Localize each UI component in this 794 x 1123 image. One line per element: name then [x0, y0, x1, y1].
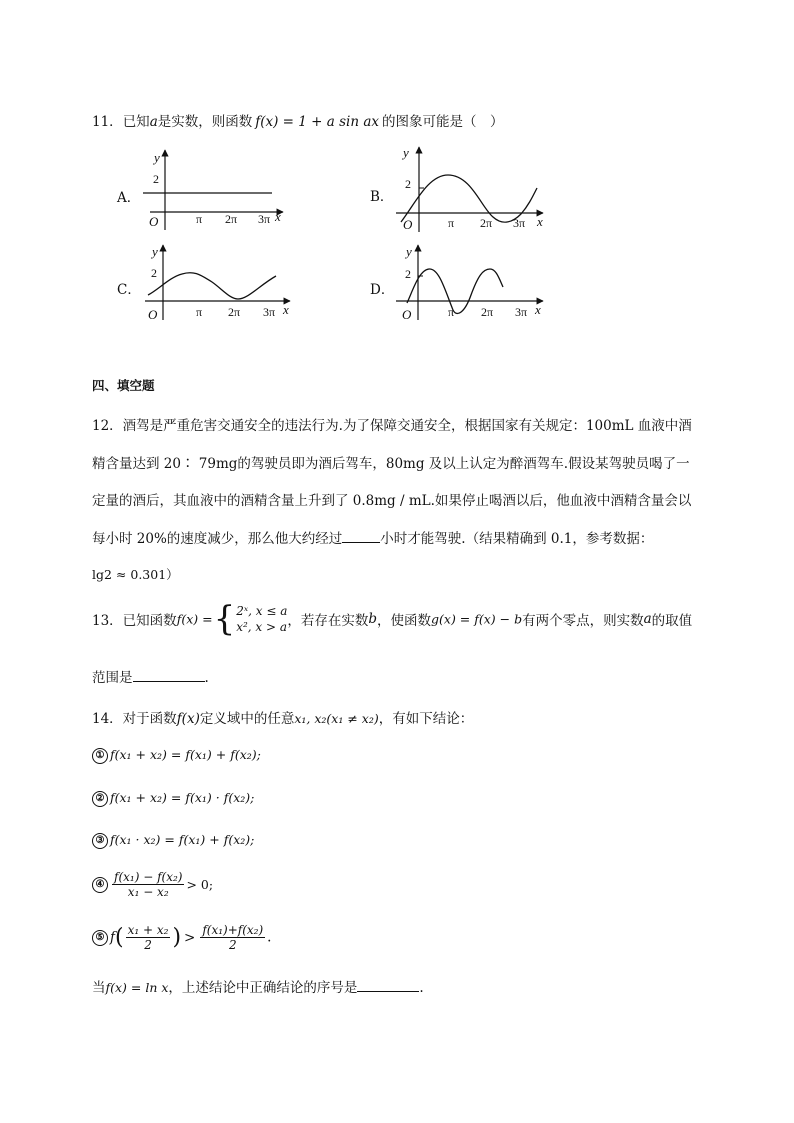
q13-suffix-2: 的取值 — [651, 613, 693, 629]
option-a-label: A． — [117, 190, 141, 206]
conclusion-4-marker: ④ — [92, 877, 108, 893]
conclusion-5-inner-denominator: 2 — [144, 938, 152, 952]
tick-pi: π — [196, 305, 203, 319]
tick-2: 2 — [405, 177, 411, 191]
q14-conclusion-4 — [92, 870, 213, 899]
q14-intro-a: 14．对于函数 — [92, 711, 177, 727]
origin-label: O — [402, 307, 412, 322]
tick-2pi: 2π — [228, 305, 241, 319]
q12-answer-blank[interactable] — [342, 530, 380, 543]
graph-d — [393, 240, 553, 325]
q12-line-5: lg2 ≈ 0.301） — [92, 567, 179, 582]
tick-2: 2 — [405, 267, 411, 281]
conclusion-2-marker: ② — [92, 791, 108, 807]
conclusion-5-inner-numerator: x₁ + x₂ — [127, 923, 169, 937]
q14-intro-c: ，有如下结论： — [378, 711, 474, 727]
graph-a — [140, 145, 290, 235]
conclusion-5-end: . — [267, 929, 272, 946]
q14-conclusion-2 — [92, 790, 254, 807]
x-label: x — [283, 302, 289, 317]
q12-line-4b: 小时才能驾驶.（结果精确到 0.1，参考数据： — [380, 531, 654, 547]
q14-fx: f(x) — [176, 711, 200, 727]
q13-case-2: x², x > a — [236, 620, 288, 634]
paren-right: ) — [172, 925, 182, 950]
tick-pi: π — [448, 305, 455, 319]
option-d-label: D． — [370, 282, 395, 298]
q14-conclusion-3 — [92, 832, 254, 849]
q14-final-end: . — [419, 980, 424, 996]
origin-label: O — [403, 217, 413, 232]
q13-fx: f(x) = — [176, 611, 213, 627]
q14-final-b: ，上述结论中正确结论的序号是 — [168, 980, 358, 996]
q13-a: a — [643, 611, 652, 627]
curve — [148, 273, 276, 299]
section-title: 四、填空题 — [92, 378, 155, 393]
conclusion-4-denominator: x₁ − x₂ — [127, 885, 169, 899]
q13-case-1: 2ˣ, x ≤ a — [236, 604, 288, 618]
q13-middle-2: ，使函数 — [377, 613, 432, 629]
q14-intro — [92, 707, 473, 727]
q12-line-1: 12．酒驾是严重危害交通安全的违法行为.为了保障交通安全，根据国家有关规定：100mL 血液中酒 — [92, 418, 692, 434]
conclusion-4-tail: > 0; — [186, 877, 214, 892]
q13-line-2-text: 范围是 — [92, 670, 133, 686]
q12-line-4a: 每小时 20%的速度减少，那么他大约经过 — [92, 531, 343, 547]
conclusion-5-inner-fraction — [126, 923, 171, 952]
q13-b: b — [368, 611, 378, 627]
y-label: y — [154, 150, 160, 165]
conclusion-5-rhs-fraction — [200, 923, 265, 952]
q12-line-4 — [92, 527, 653, 547]
conclusion-3-marker: ③ — [92, 833, 108, 849]
q14-conclusion-5 — [92, 923, 271, 952]
conclusion-3-text: f(x₁ · x₂) = f(x₁) + f(x₂); — [110, 832, 255, 847]
conclusion-1-text: f(x₁ + x₂) = f(x₁) + f(x₂); — [110, 747, 261, 762]
q14-conclusion-1 — [92, 747, 261, 764]
q13-prefix: 13．已知函数 — [92, 613, 177, 629]
tick-3pi: 3π — [263, 305, 276, 319]
conclusion-2-text: f(x₁ + x₂) = f(x₁) · f(x₂); — [110, 790, 255, 805]
conclusion-5-gt: > — [184, 929, 196, 946]
q11-number: 11． — [92, 114, 123, 130]
q13-middle: ，若存在实数 — [287, 613, 369, 629]
x-label: x — [275, 209, 281, 224]
q12-line-3: 定量的酒后，其血液中的酒精含量上升到了 0.8mg / mL.如果停止喝酒以后，他血液中酒精含量会以 — [92, 493, 692, 509]
paren-left: ( — [115, 925, 124, 950]
y-label: y — [403, 145, 409, 160]
tick-3pi: 3π — [515, 305, 528, 319]
conclusion-5-f: f — [110, 929, 115, 946]
graph-c — [140, 240, 300, 325]
q11-stem — [92, 110, 504, 130]
q11-text-c: 的图象可能是（ ） — [382, 114, 504, 130]
tick-2: 2 — [151, 266, 157, 280]
q14-final-a: 当 — [92, 980, 106, 996]
x-label: x — [537, 214, 543, 229]
tick-3pi: 3π — [513, 216, 526, 230]
tick-pi: π — [448, 216, 455, 230]
tick-2: 2 — [153, 172, 159, 186]
q11-text-b: 是实数，则函数 — [157, 114, 253, 130]
conclusion-5-rhs-numerator: f(x₁)+f(x₂) — [202, 923, 264, 937]
q12-line-2: 精含量达到 20∶ 79mg的驾驶员即为酒后驾车，80mg 及以上认定为醉酒驾车.假设某驾驶员喝了一 — [92, 456, 690, 472]
q13-cases — [236, 603, 287, 635]
q11-text-a: 已知 — [122, 114, 150, 130]
conclusion-5-rhs-denominator: 2 — [228, 938, 237, 952]
q13-end: . — [204, 670, 209, 686]
tick-pi: π — [196, 212, 203, 226]
q11-var-a: a — [149, 114, 158, 130]
q13-suffix: 有两个零点，则实数 — [522, 613, 644, 629]
q14-final — [92, 976, 424, 996]
q13-gx: g(x) = f(x) − b — [431, 611, 523, 627]
y-label: y — [406, 244, 412, 259]
tick-3pi: 3π — [258, 212, 271, 226]
q14-vars: x₁, x₂(x₁ ≠ x₂) — [294, 711, 379, 726]
q13-line-2 — [92, 666, 209, 686]
origin-label: O — [148, 307, 158, 322]
q11-formula: f(x) = 1 + a sin ax — [255, 114, 380, 130]
option-c-label: C． — [117, 282, 141, 298]
x-label: x — [535, 302, 541, 317]
conclusion-1-marker: ① — [92, 748, 108, 764]
tick-2pi: 2π — [480, 216, 493, 230]
conclusion-4-fraction — [112, 870, 184, 899]
tick-2pi: 2π — [225, 212, 238, 226]
y-label: y — [152, 244, 158, 259]
graph-b — [393, 142, 553, 237]
option-b-label: B． — [370, 189, 394, 205]
conclusion-4-numerator: f(x₁) − f(x₂) — [114, 870, 183, 884]
q14-final-fx: f(x) = ln x — [105, 980, 169, 995]
q14-answer-blank[interactable] — [357, 979, 419, 992]
q13-line-1 — [92, 599, 693, 639]
q13-brace: { — [213, 599, 236, 639]
conclusion-5-marker: ⑤ — [92, 930, 108, 946]
tick-2pi: 2π — [481, 305, 494, 319]
q14-intro-b: 定义域中的任意 — [199, 711, 295, 727]
origin-label: O — [149, 214, 159, 229]
q13-answer-blank[interactable] — [133, 669, 205, 682]
